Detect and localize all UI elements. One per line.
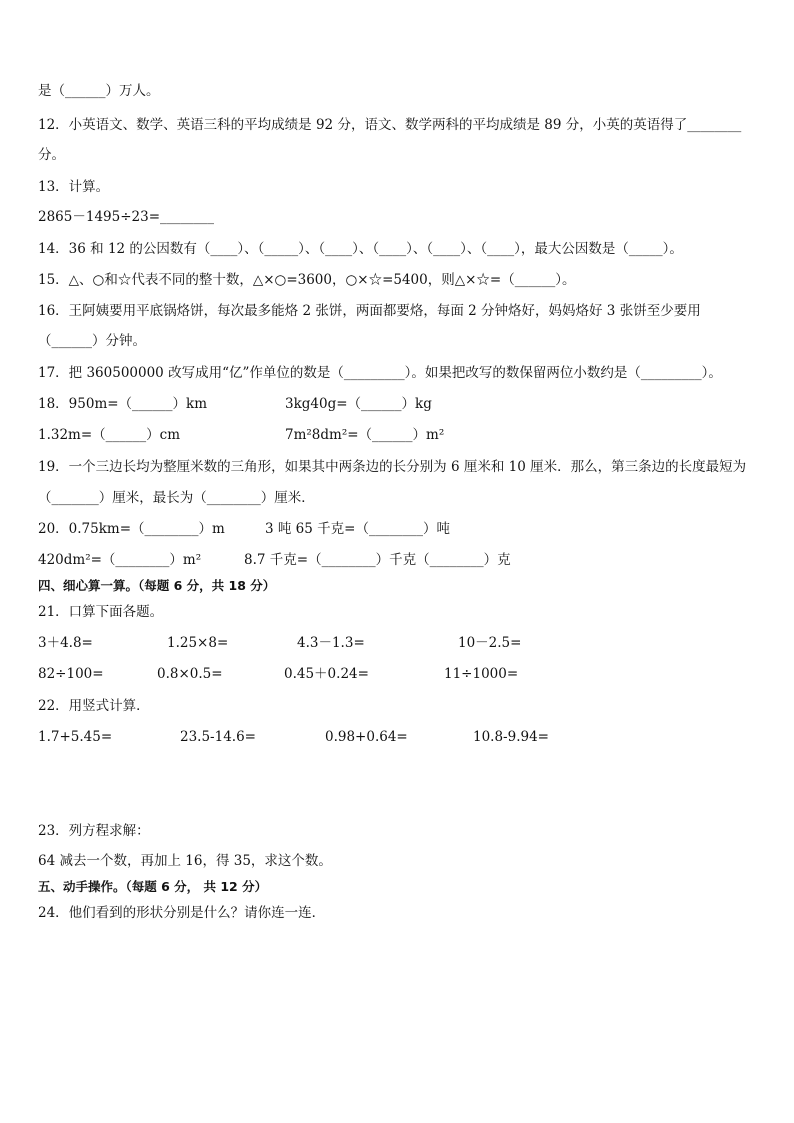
q22-item: 1.7+5.45= (38, 729, 113, 745)
q21-item: 0.8×0.5= (157, 666, 223, 682)
q21-item: 4.3－1.3= (297, 635, 365, 651)
q24: 24．他们看到的形状分别是什么？请你连一连． (38, 905, 326, 921)
q18-item: 1.32m=（______）cm (38, 427, 181, 443)
section-5-heading: 五、动手操作。（每题 6 分， 共 12 分） (38, 879, 268, 894)
q21-item: 3＋4.8= (38, 635, 93, 651)
q21-item: 10－2.5= (458, 635, 522, 651)
q21-item: 11÷1000= (444, 666, 519, 682)
section-4-heading: 四、细心算一算。（每题 6 分，共 18 分） (38, 578, 276, 593)
q20-item: 20．0.75km=（________）m (38, 521, 225, 537)
q22-item: 10.8-9.94= (473, 729, 549, 745)
q20-item: 8.7 千克=（________）千克（________）克 (244, 552, 511, 568)
q12-line2: 分。 (38, 147, 65, 163)
q20-row1 (0, 520, 794, 540)
q18-item: 3kg40g=（______）kg (285, 396, 432, 412)
q16-line2: （______）分钟。 (38, 333, 146, 349)
q21-row2 (0, 665, 794, 685)
q23-text: 64 减去一个数，再加上 16，得 35，求这个数。 (38, 853, 332, 869)
q16-line1: 16．王阿姨要用平底锅烙饼，每次最多能烙 2 张饼，两面都要烙，每面 2 分钟烙好，妈妈烙好 3 张饼至少要用 (38, 303, 701, 319)
q22-title: 22．用竖式计算． (38, 698, 150, 714)
q18-row2 (0, 426, 794, 446)
q22-row (0, 728, 794, 748)
q21-row1 (0, 634, 794, 654)
q21-title: 21．口算下面各题。 (38, 604, 164, 620)
q20-item: 420dm²=（________）m² (38, 552, 202, 568)
q19-line2: （_______）厘米，最长为（________）厘米． (38, 490, 315, 506)
q12-line1: 12．小英语文、数学、英语三科的平均成绩是 92 分，语文、数学两科的平均成绩是 89 分，小英的英语得了________ (38, 117, 742, 133)
q20-item: 3 吨 65 千克=（________）吨 (265, 521, 450, 537)
q14: 14．36 和 12 的公因数有（____）、（_____）、（____）、（____）、（____）、（____），最大公因数是（_____）。 (38, 241, 683, 257)
q19-line1: 19．一个三边长均为整厘米数的三角形，如果其中两条边的长分别为 6 厘米和 10 厘米．那么，第三条边的长度最短为 (38, 459, 747, 475)
q20-row2 (0, 551, 794, 571)
q17: 17．把 360500000 改写成用“亿”作单位的数是（_________）。如果把改写的数保留两位小数约是（_________）。 (38, 365, 722, 381)
q18-item: 7m²8dm²=（______）m² (285, 427, 445, 443)
q18-row1 (0, 395, 794, 415)
q22-item: 23.5-14.6= (180, 729, 256, 745)
q23-title: 23．列方程求解： (38, 823, 150, 839)
q18-item: 18．950m=（______）km (38, 396, 208, 412)
q22-item: 0.98+0.64= (325, 729, 408, 745)
q15: 15．△、○和☆代表不同的整十数，△×○=3600，○×☆=5400，则△×☆=（______）。 (38, 272, 576, 288)
q13-title: 13．计算。 (38, 179, 110, 195)
q21-item: 1.25×8= (167, 635, 229, 651)
q13-calc: 2865－1495÷23=________ (38, 209, 215, 225)
q21-item: 0.45＋0.24= (284, 666, 369, 682)
q21-item: 82÷100= (38, 666, 104, 682)
q11-tail: 是（______）万人。 (38, 83, 160, 99)
